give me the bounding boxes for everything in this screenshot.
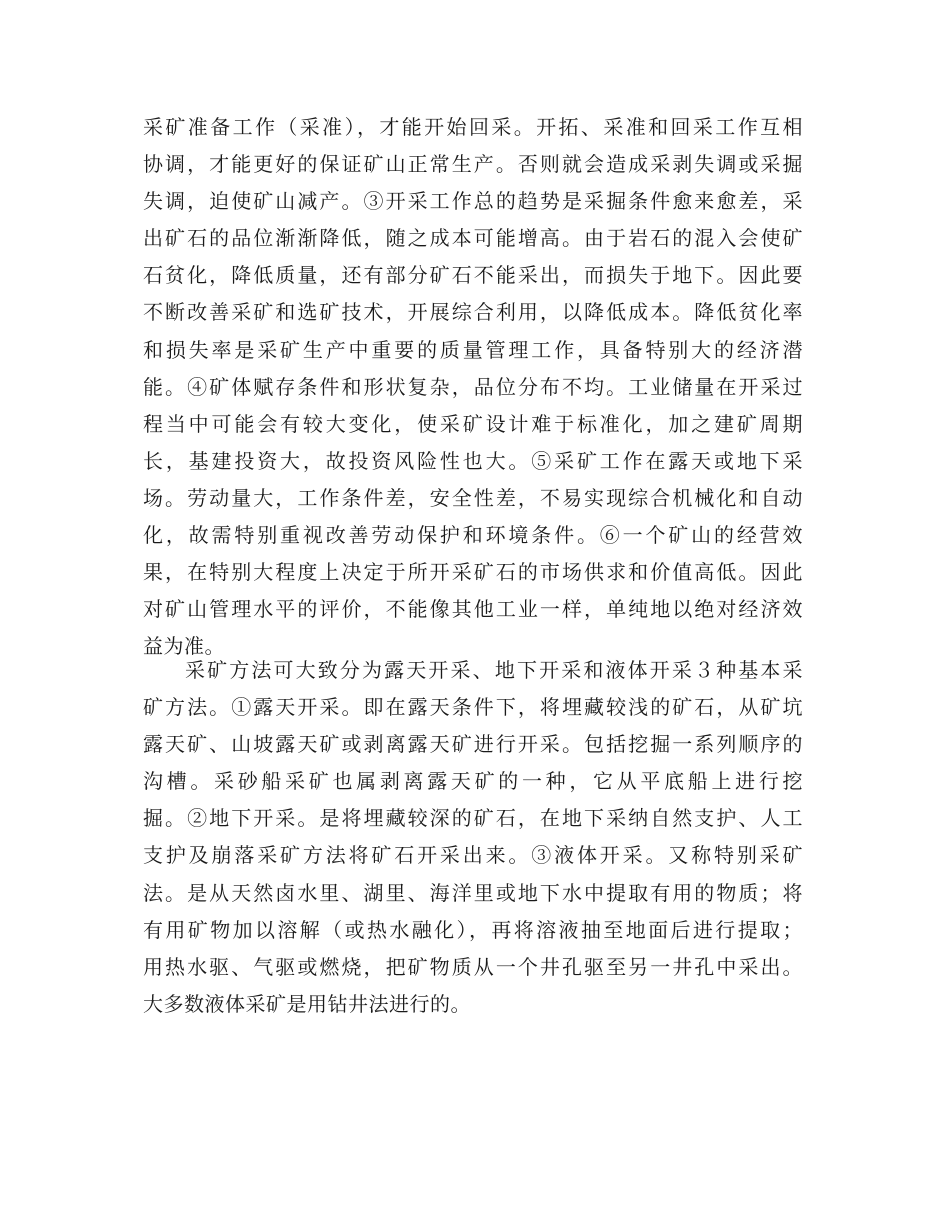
text-line: 支护及崩落采矿方法将矿石开采出来。③液体开采。又称特别采矿 [143, 843, 803, 868]
text-line: 矿方法。①露天开采。即在露天条件下，将埋藏较浅的矿石，从矿坑 [143, 695, 803, 720]
text-line: 益为准。 [143, 634, 225, 659]
text-line: 果，在特别大程度上决定于所开采矿石的市场供求和价值高低。因此 [143, 560, 803, 585]
text-line: 长，基建投资大，故投资风险性也大。⑤采矿工作在露天或地下采 [143, 448, 803, 473]
text-line: 用热水驱、气驱或燃烧，把矿物质从一个井孔驱至另一井孔中采出。 [143, 954, 803, 979]
text-line: 大多数液体采矿是用钻井法进行的。 [143, 991, 471, 1016]
text-line: 有用矿物加以溶解（或热水融化），再将溶液抽至地面后进行提取； [143, 917, 803, 942]
paragraph-mining-characteristics [143, 109, 803, 665]
text-line: 掘。②地下开采。是将埋藏较深的矿石，在地下采纳自然支护、人工 [143, 806, 803, 831]
text-line: 沟槽。采砂船采矿也属剥离露天矿的一种，它从平底船上进行挖 [143, 769, 803, 794]
text-line: 失调，迫使矿山减产。③开采工作总的趋势是采掘条件愈来愈差，采 [143, 189, 803, 214]
text-line: 程当中可能会有较大变化，使采矿设计难于标准化，加之建矿周期 [143, 411, 803, 436]
text-line: 对矿山管理水平的评价，不能像其他工业一样，单纯地以绝对经济效 [143, 597, 803, 622]
text-line: 采矿方法可大致分为露天开采、地下开采和液体开采３种基本采 [185, 658, 803, 682]
text-line: 能。④矿体赋存条件和形状复杂，品位分布不均。工业储量在开采过 [143, 374, 803, 399]
text-line: 采矿准备工作（采准），才能开始回采。开拓、采准和回采工作互相 [143, 115, 803, 139]
text-line: 石贫化，降低质量，还有部分矿石不能采出，而损失于地下。因此要 [143, 263, 803, 288]
text-line: 露天矿、山坡露天矿或剥离露天矿进行开采。包括挖掘一系列顺序的 [143, 732, 803, 757]
text-line: 不断改善采矿和选矿技术，开展综合利用，以降低成本。降低贫化率 [143, 300, 803, 325]
text-line: 化，故需特别重视改善劳动保护和环境条件。⑥一个矿山的经营效 [143, 523, 803, 548]
text-line: 场。劳动量大，工作条件差，安全性差，不易实现综合机械化和自动 [143, 485, 803, 510]
paragraph-mining-methods [143, 652, 803, 1023]
text-line: 法。是从天然卤水里、湖里、海洋里或地下水中提取有用的物质；将 [143, 880, 803, 905]
text-line: 出矿石的品位渐渐降低，随之成本可能增高。由于岩石的混入会使矿 [143, 226, 803, 251]
text-line: 和损失率是采矿生产中重要的质量管理工作，具备特别大的经济潜 [143, 337, 803, 362]
text-line: 协调，才能更好的保证矿山正常生产。否则就会造成采剥失调或采掘 [143, 152, 803, 177]
